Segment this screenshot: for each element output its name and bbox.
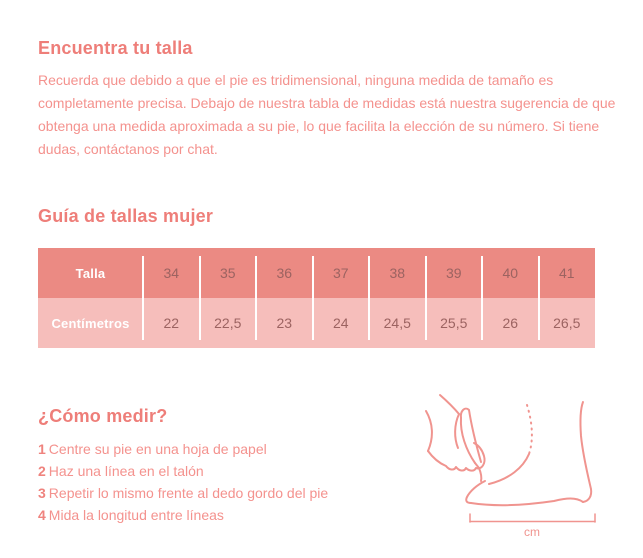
- measuring-steps-list: [38, 438, 328, 526]
- cm-cell: 23: [276, 315, 293, 331]
- sole-line: [471, 499, 583, 506]
- column-divider: [425, 256, 427, 340]
- table-row-talla: [38, 248, 595, 298]
- wrist-top-line: [440, 395, 459, 414]
- measuring-step: [38, 482, 328, 504]
- cm-cell: 24,5: [383, 315, 411, 331]
- step-text: Mida la longitud entre líneas: [48, 507, 224, 523]
- pencil-left-edge: [461, 418, 475, 463]
- pencil-icon: [461, 409, 481, 462]
- talla-cell: 36: [276, 265, 293, 281]
- talla-cell: 37: [332, 265, 349, 281]
- grip-fold-line: [455, 414, 459, 448]
- foot-measuring-illustration: [425, 393, 643, 558]
- measuring-step: [38, 504, 328, 526]
- talla-cell: 41: [558, 265, 575, 281]
- step-number: 4: [38, 507, 46, 523]
- cm-cell: 26,5: [553, 315, 581, 331]
- column-divider: [538, 256, 540, 340]
- toe-outline: [466, 481, 485, 503]
- step-number: 1: [38, 441, 46, 457]
- column-divider: [481, 256, 483, 340]
- step-text: Repetir lo mismo frente al dedo gordo del pie: [48, 485, 329, 501]
- row-header-talla: Talla: [75, 265, 106, 281]
- talla-cell: 40: [502, 265, 519, 281]
- cm-unit-label: cm: [524, 525, 540, 539]
- cm-cell: 26: [502, 315, 519, 331]
- column-divider: [368, 256, 370, 340]
- how-to-measure-title: ¿Cómo medir?: [38, 406, 168, 426]
- instep-dotted-line: [527, 405, 532, 454]
- cm-cell: 22: [163, 315, 180, 331]
- measuring-step: [38, 460, 328, 482]
- column-divider: [255, 256, 257, 340]
- instep-line: [489, 454, 529, 484]
- talla-cell: 35: [219, 265, 236, 281]
- step-number: 2: [38, 463, 46, 479]
- column-divider: [199, 256, 201, 340]
- cm-cell: 24: [332, 315, 349, 331]
- table-row-centimetros: [38, 298, 595, 348]
- step-number: 3: [38, 485, 46, 501]
- pencil-tip: [475, 463, 481, 481]
- intro-paragraph: Recuerda que debido a que el pie es tridimensional, ninguna medida de tamaño es completamente precisa. Debajo de nuestra tabla de medidas está nuestra sugerencia de que obtenga una medida aproximada a su pie, lo que facilita la elección de su número. Si tiene dudas, contáctanos por chat.: [38, 72, 616, 157]
- talla-cell: 38: [389, 265, 406, 281]
- talla-cell: 39: [445, 265, 462, 281]
- measuring-step: [38, 438, 328, 460]
- foot-measuring-drawing-icon: [425, 393, 643, 558]
- column-divider: [142, 256, 144, 340]
- talla-cell: 34: [163, 265, 180, 281]
- cm-cell: 22,5: [214, 315, 242, 331]
- page-title: Encuentra tu talla: [38, 38, 193, 58]
- size-guide-title: Guía de tallas mujer: [38, 206, 214, 226]
- row-header-centimetros: Centímetros: [51, 315, 130, 331]
- column-divider: [312, 256, 314, 340]
- step-text: Centre su pie en una hoja de papel: [48, 441, 267, 457]
- size-table: [38, 248, 595, 348]
- wrist-line: [426, 411, 432, 451]
- cm-cell: 25,5: [440, 315, 468, 331]
- step-text: Haz una línea en el talón: [48, 463, 204, 479]
- heel-and-leg-line: [580, 402, 591, 502]
